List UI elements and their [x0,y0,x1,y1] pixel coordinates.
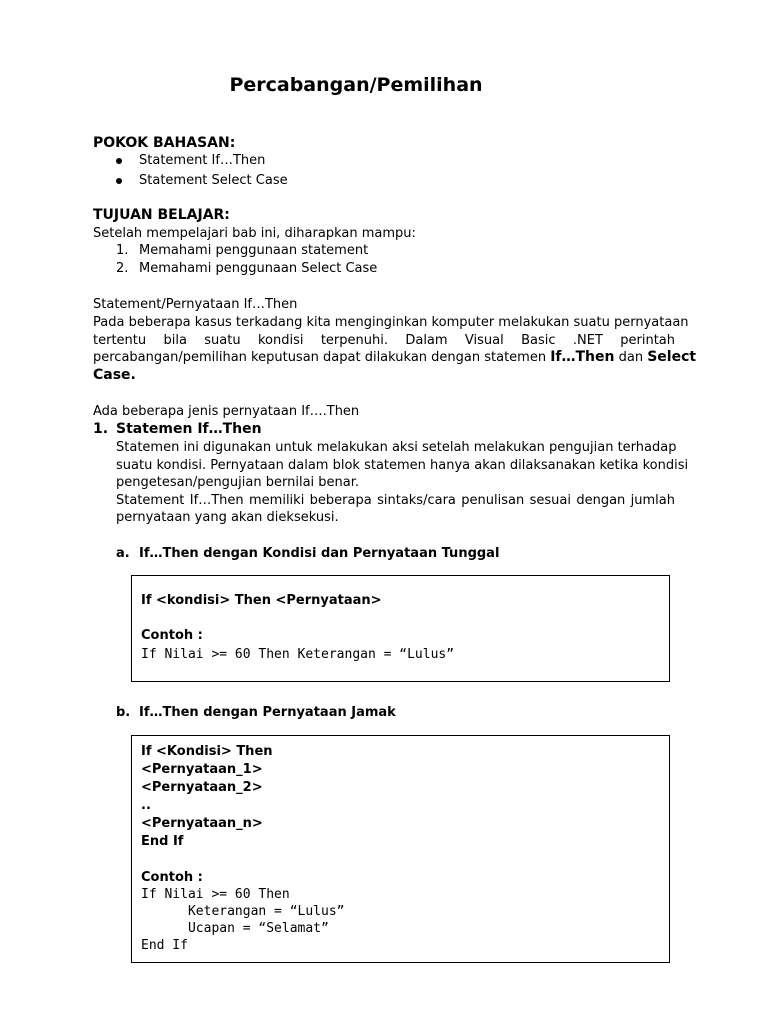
syntax-box-single [131,575,670,682]
page-title: Percabangan/Pemilihan [229,74,483,96]
pokok-bahasan-heading: POKOK BAHASAN: [93,135,236,151]
section-title: Statemen If…Then [116,421,262,437]
statement-section-title: Statement/Pernyataan If…Then [93,297,298,312]
tujuan-item-text: Memahami penggunaan statement [139,243,369,258]
paragraph-line [93,349,697,367]
syntax-line: If <kondisi> Then <Pernyataan> [141,593,382,608]
paragraph-text: percabangan/pemilihan keputusan dapat dilakukan dengan statemen [93,350,551,366]
subsection-title: If…Then dengan Pernyataan Jamak [139,705,396,720]
contoh-label: Contoh : [141,628,203,643]
subsection-label: b. [116,705,131,720]
syntax-line: If <Kondisi> Then [141,744,273,759]
code-line: Keterangan = “Lulus” [141,904,345,919]
syntax-line: .. [141,798,151,813]
keyword-select: Select [647,349,697,366]
section1-paragraph [116,439,689,527]
code-line: Ucapan = “Selamat” [141,921,329,936]
syntax-line: <Pernyataan_n> [141,816,263,831]
tujuan-item-text: Memahami penggunaan Select Case [139,261,378,276]
tujuan-item-number: 1. [116,243,129,258]
keyword-if-then: If…Then [550,349,615,366]
section-number: 1. [93,421,109,437]
pokok-bahasan-item: Statement Select Case [139,173,288,188]
code-line: End If [141,938,188,953]
subsection-label: a. [116,546,130,561]
bullet-icon [116,158,122,164]
paragraph-line: suatu kondisi. Pernyataan dalam blok statemen hanya akan dilaksanakan ketika kondisi [116,457,689,473]
paragraph-line [93,367,675,385]
paragraph-text: dan [614,350,648,366]
paragraph-line: pernyataan yang akan dieksekusi. [116,510,339,526]
paragraph-line: pengetesan/pengujian bernilai benar. [116,475,360,491]
paragraph-line: Pada beberapa kasus terkadang kita menginginkan komputer melakukan suatu pernyataan [93,315,689,330]
paragraph-line: Statement If…Then memiliki beberapa sintaks/cara penulisan sesuai dengan jumlah [116,492,675,508]
jenis-intro: Ada beberapa jenis pernyataan If….Then [93,404,360,419]
bullet-icon [116,178,122,184]
contoh-label: Contoh : [141,870,203,885]
syntax-box-multiple [131,735,670,963]
tujuan-item-number: 2. [116,261,129,276]
tujuan-belajar-heading: TUJUAN BELAJAR: [93,207,230,223]
statement-intro-paragraph [93,314,697,384]
paragraph-line: Statemen ini digunakan untuk melakukan aksi setelah melakukan pengujian terhadap [116,440,677,455]
tujuan-belajar-intro: Setelah mempelajari bab ini, diharapkan mampu: [93,226,416,241]
pokok-bahasan-item: Statement If…Then [139,153,266,168]
code-example: If Nilai >= 60 Then Keterangan = “Lulus” [141,647,455,662]
code-line: If Nilai >= 60 Then [141,887,290,902]
keyword-case: Case. [93,366,136,383]
syntax-line: <Pernyataan_2> [141,780,263,795]
syntax-line: End If [141,834,184,849]
subsection-title: If…Then dengan Kondisi dan Pernyataan Tunggal [139,546,500,561]
paragraph-line: tertentu bila suatu kondisi terpenuhi. Dalam Visual Basic .NET perintah [93,332,675,348]
syntax-line: <Pernyataan_1> [141,762,263,777]
